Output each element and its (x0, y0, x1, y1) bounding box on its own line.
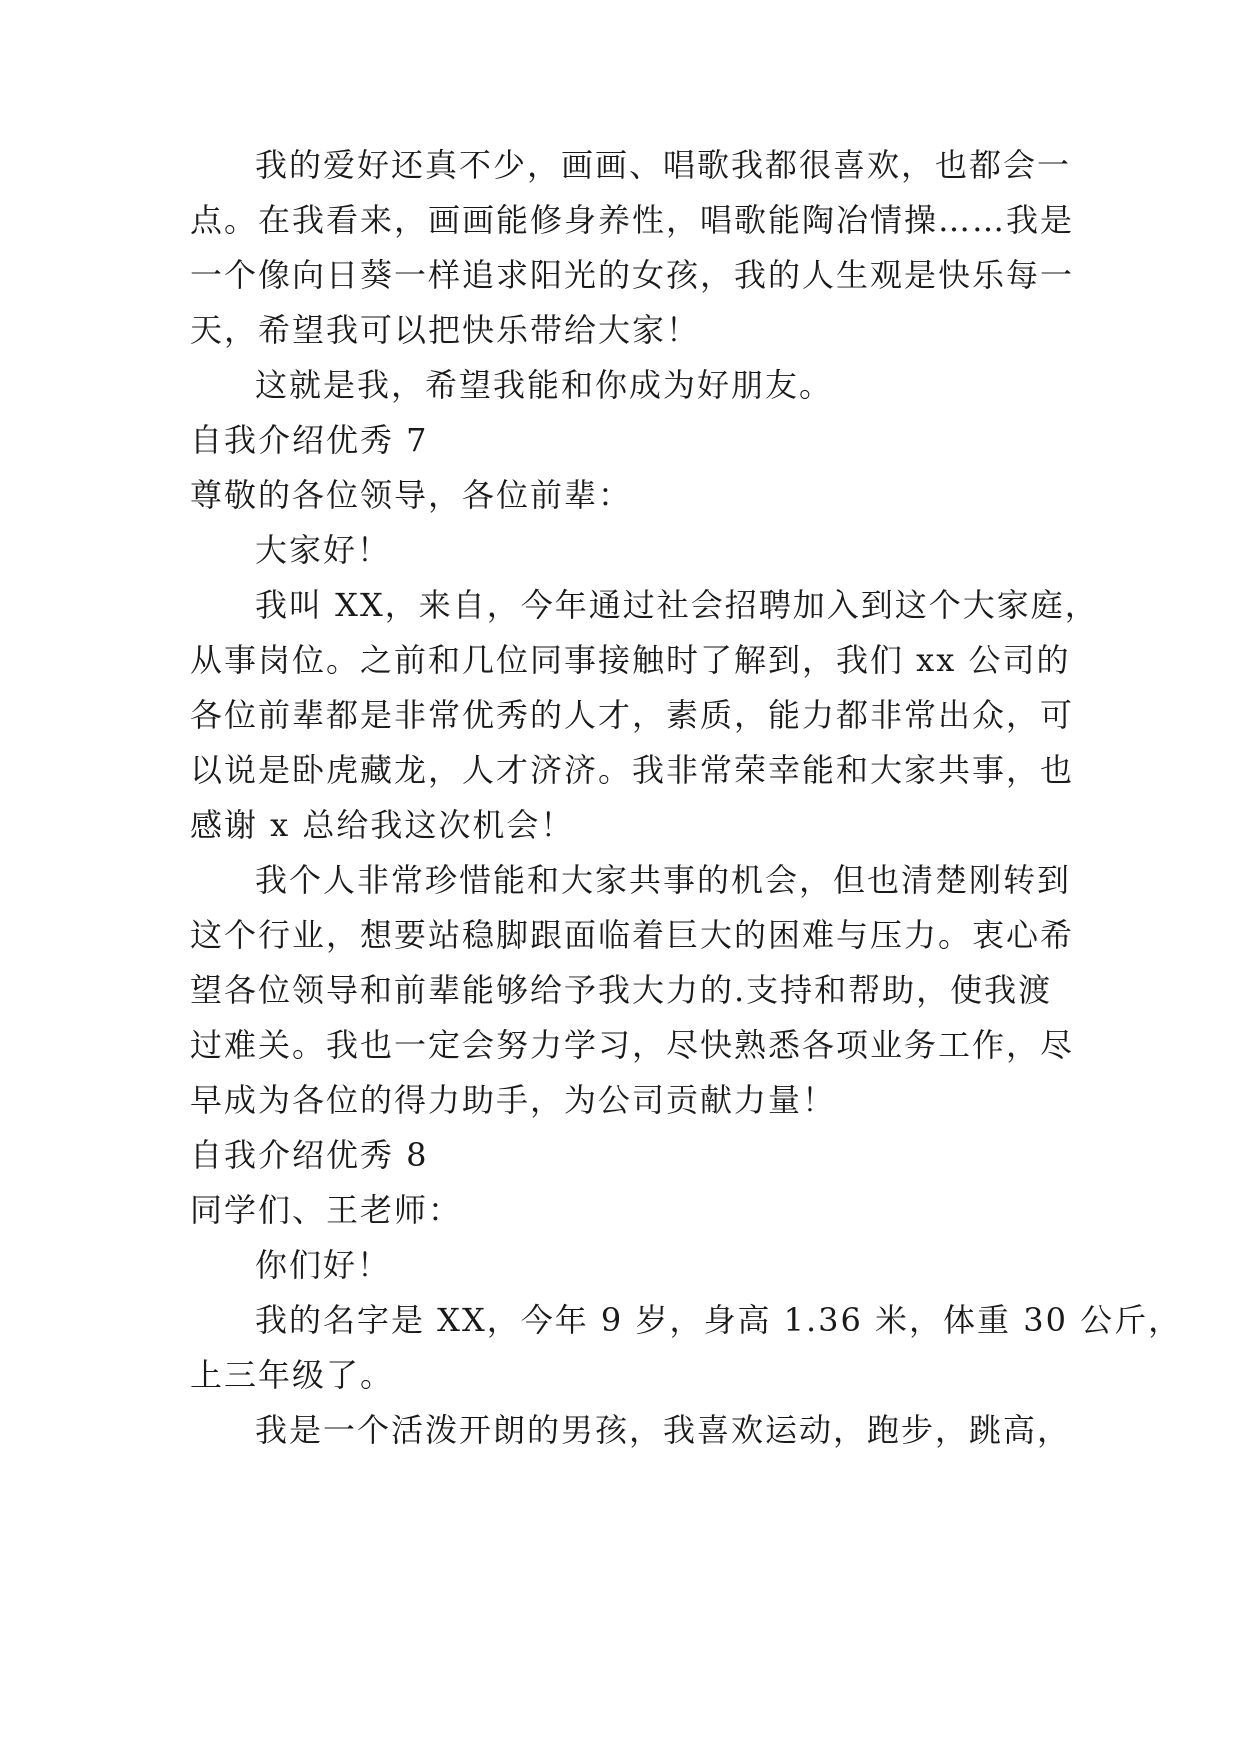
text-line: 这就是我，希望我能和你成为好朋友。 (255, 366, 834, 404)
salutation: 尊敬的各位领导，各位前辈： (190, 476, 633, 514)
text-line: 以说是卧虎藏龙，人才济济。我非常荣幸能和大家共事，也 (190, 751, 1075, 789)
text-line: 过难关。我也一定会努力学习，尽快熟悉各项业务工作，尽 (190, 1026, 1075, 1064)
text-line: 我的爱好还真不少，画画、唱歌我都很喜欢，也都会一 (255, 146, 1072, 184)
section-heading: 自我介绍优秀 7 (190, 421, 429, 459)
text-line: 上三年级了。 (190, 1356, 395, 1394)
text-line: 天，希望我可以把快乐带给大家！ (190, 311, 701, 349)
text-line: 我叫 XX，来自，今年通过社会招聘加入到这个大家庭， (255, 586, 1099, 624)
text-line: 各位前辈都是非常优秀的人才，素质，能力都非常出众，可 (190, 696, 1075, 734)
text-line: 我个人非常珍惜能和大家共事的机会，但也清楚刚转到 (255, 861, 1072, 899)
greeting: 大家好！ (255, 531, 392, 569)
salutation: 同学们、王老师： (190, 1191, 463, 1229)
text-line: 点。在我看来，画画能修身养性，唱歌能陶冶情操……我是 (190, 201, 1075, 239)
text-line: 一个像向日葵一样追求阳光的女孩，我的人生观是快乐每一 (190, 256, 1075, 294)
text-line: 早成为各位的得力助手，为公司贡献力量！ (190, 1081, 837, 1119)
text-line: 从事岗位。之前和几位同事接触时了解到，我们 xx 公司的 (190, 641, 1071, 679)
text-line: 感谢 x 总给我这次机会！ (190, 806, 575, 844)
text-line: 我的名字是 XX，今年 9 岁，身高 1.36 米，体重 30 公斤， (255, 1301, 1183, 1339)
text-line: 望各位领导和前辈能够给予我大力的.支持和帮助，使我渡 (190, 971, 1053, 1009)
greeting: 你们好！ (255, 1246, 392, 1284)
section-heading: 自我介绍优秀 8 (190, 1136, 429, 1174)
text-line: 这个行业，想要站稳脚跟面临着巨大的困难与压力。衷心希 (190, 916, 1075, 954)
text-line: 我是一个活泼开朗的男孩，我喜欢运动，跑步，跳高， (255, 1411, 1072, 1449)
